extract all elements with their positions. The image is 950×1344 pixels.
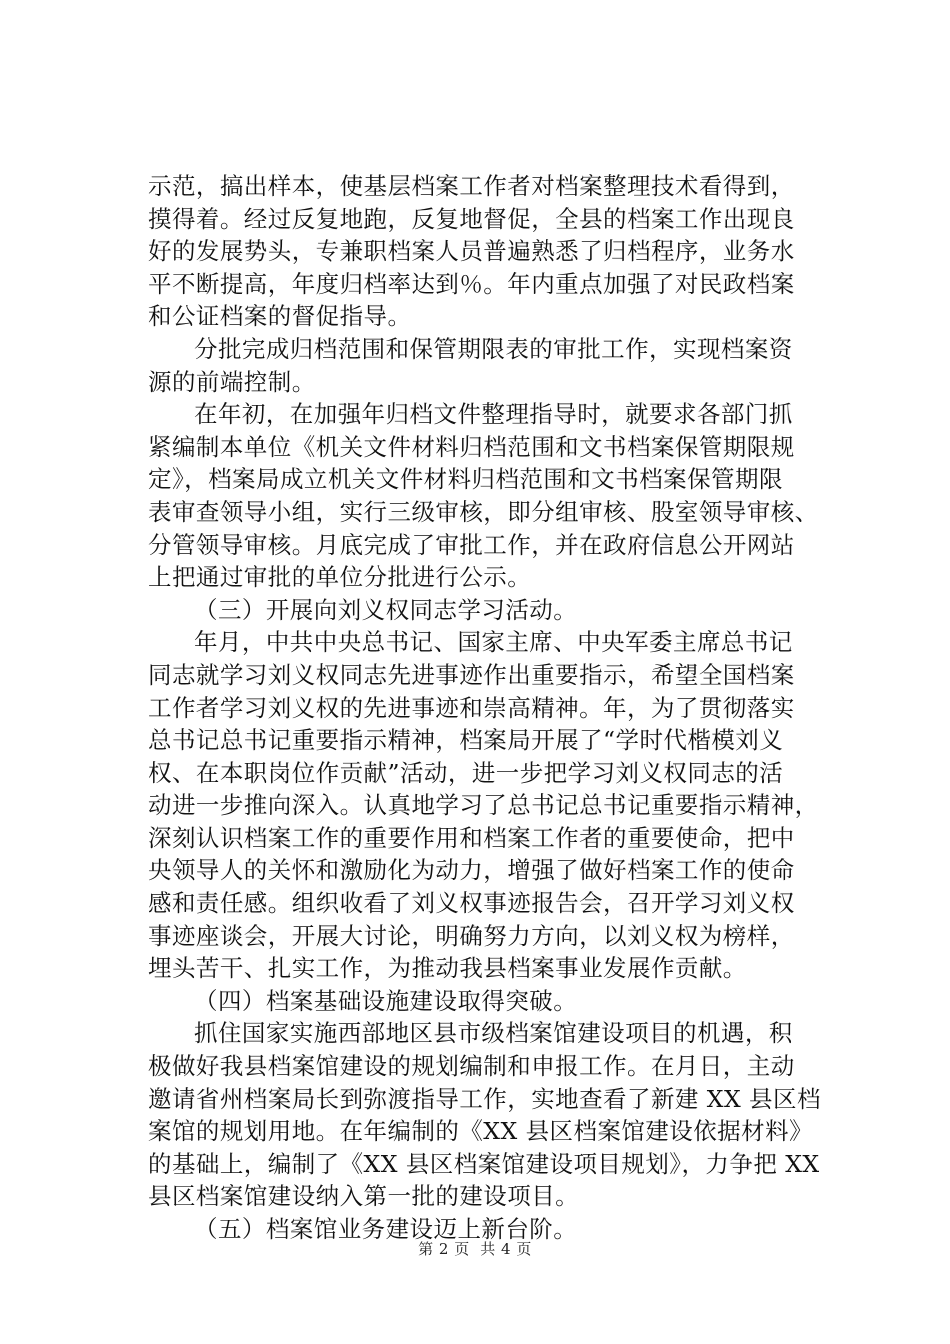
text-line: 示范，搞出样本，使基层档案工作者对档案整理技术看得到， <box>148 172 795 200</box>
text-line: 摸得着。经过反复地跑，反复地督促，全县的档案工作出现良 <box>148 204 795 233</box>
text-line: 上把通过审批的单位分批进行公示。 <box>148 563 532 592</box>
text-line: 和公证档案的督促指导。 <box>148 302 412 331</box>
text-line: 表审查领导小组，实行三级审核，即分组审核、股室领导审核、 <box>148 497 819 526</box>
page-number-label: 第 2 页 共 4 页 <box>418 1240 532 1258</box>
text-line: 深刻认识档案工作的重要作用和档案工作者的重要使命，把中 <box>148 823 795 852</box>
text-line: 同志就学习刘义权同志先进事迹作出重要指示，希望全国档案 <box>148 660 795 689</box>
text-line: 极做好我县档案馆建设的规划编制和申报工作。在月日，主动 <box>148 1052 795 1081</box>
text-line: （三）开展向刘义权同志学习活动。 <box>194 595 578 624</box>
text-line: 好的发展势头，专兼职档案人员普遍熟悉了归档程序，业务水 <box>148 237 795 266</box>
text-line: 分批完成归档范围和保管期限表的审批工作，实现档案资 <box>194 334 793 363</box>
text-line: 年月，中共中央总书记、国家主席、中央军委主席总书记 <box>194 628 793 657</box>
text-line: 平不断提高，年度归档率达到％。年内重点加强了对民政档案 <box>148 269 795 298</box>
text-line: 抓住国家实施西部地区县市级档案馆建设项目的机遇，积 <box>194 1019 793 1048</box>
text-line: 县区档案馆建设纳入第一批的建设项目。 <box>148 1182 580 1211</box>
text-line: 的基础上，编制了《XX 县区档案馆建设项目规划》，力争把 XX <box>148 1149 820 1178</box>
text-line: 案馆的规划用地。在年编制的《XX 县区档案馆建设依据材料》 <box>148 1117 813 1146</box>
text-line: 定》，档案局成立机关文件材料归档范围和文书档案保管期限 <box>148 465 783 494</box>
text-line: 分管领导审核。月底完成了审批工作，并在政府信息公开网站 <box>148 530 795 559</box>
text-line: 权、在本职岗位作贡献”活动，进一步把学习刘义权同志的活 <box>148 758 784 787</box>
text-line: 动进一步推向深入。认真地学习了总书记总书记重要指示精神， <box>148 791 819 820</box>
page-footer <box>0 1238 950 1259</box>
text-line: （五）档案馆业务建设迈上新台阶。 <box>194 1215 578 1243</box>
text-line: 源的前端控制。 <box>148 367 316 396</box>
text-line: 央领导人的关怀和激励化为动力，增强了做好档案工作的使命 <box>148 856 795 885</box>
text-line: 总书记总书记重要指示精神，档案局开展了“学时代楷模刘义 <box>148 726 784 755</box>
text-line: 感和责任感。组织收看了刘义权事迹报告会，召开学习刘义权 <box>148 889 795 918</box>
text-line: （四）档案基础设施建设取得突破。 <box>194 986 578 1015</box>
text-line: 在年初，在加强年归档文件整理指导时，就要求各部门抓 <box>194 400 793 429</box>
document-body <box>148 170 848 1246</box>
text-line: 邀请省州档案局长到弥渡指导工作，实地查看了新建 XX 县区档 <box>148 1084 821 1113</box>
text-line: 工作者学习刘义权的先进事迹和崇高精神。年，为了贯彻落实 <box>148 693 795 722</box>
text-line: 紧编制本单位《机关文件材料归档范围和文书档案保管期限规 <box>148 432 795 461</box>
text-line: 事迹座谈会，开展大讨论，明确努力方向，以刘义权为榜样， <box>148 921 795 950</box>
text-line: 埋头苦干、扎实工作，为推动我县档案事业发展作贡献。 <box>148 954 747 983</box>
